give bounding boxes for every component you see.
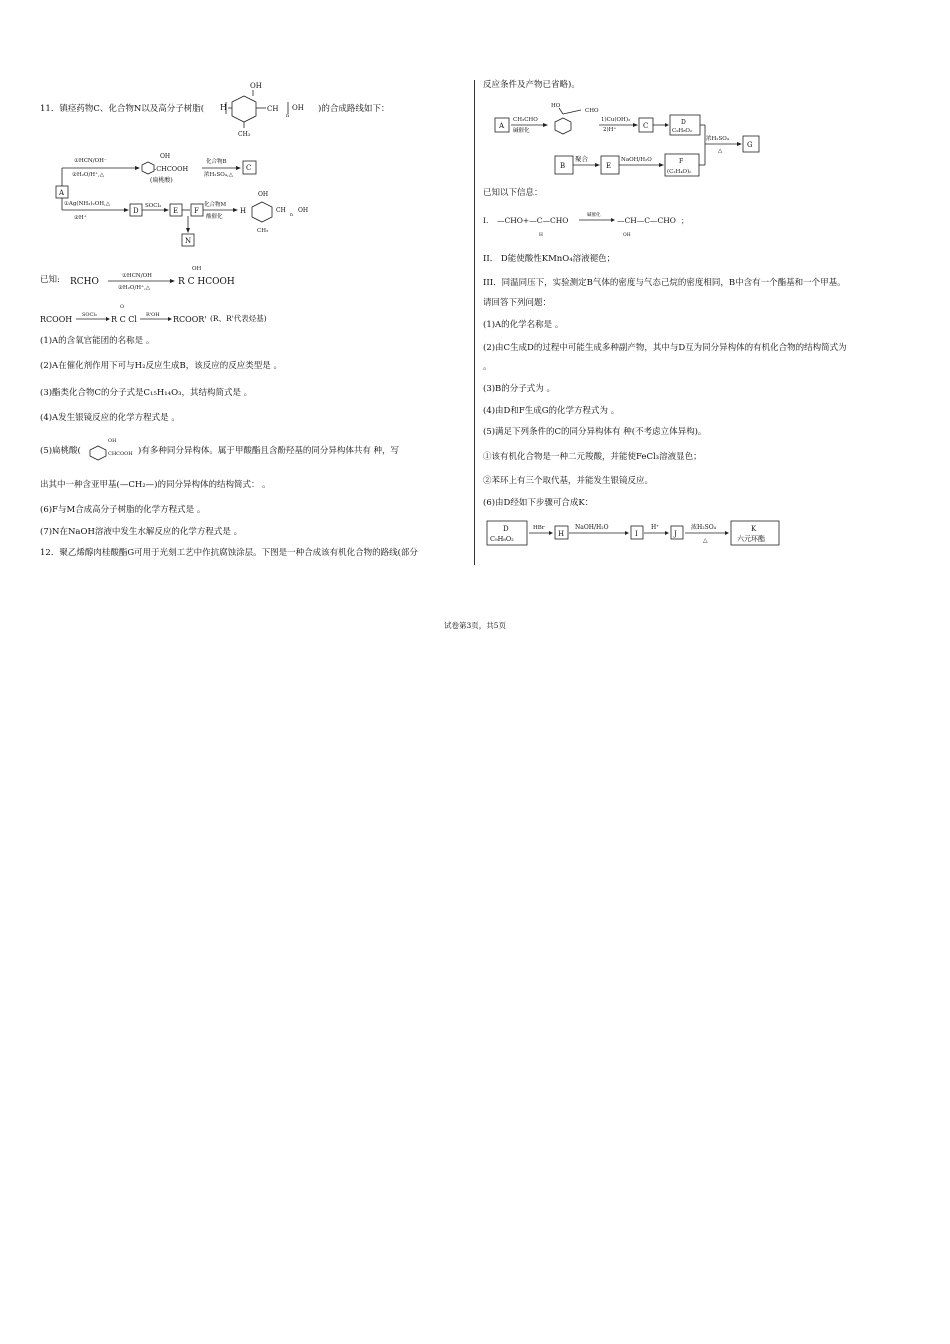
svg-text:H: H [220,103,227,112]
q12-question-2-blank: 。 [483,362,492,372]
svg-text:NaOH/H₂O: NaOH/H₂O [621,157,652,163]
svg-text:化合物M: 化合物M [204,202,227,208]
svg-text:酸催化: 酸催化 [206,214,223,220]
q12-question-6: (6)由D经如下步骤可合成K： [483,498,594,508]
svg-text:；: ； [681,216,689,225]
q11-question-1: (1)A的含氧官能团的名称是 。 [40,336,155,346]
svg-text:R'OH: R'OH [146,312,160,318]
q11-intro-end: )的合成路线如下： [318,104,390,114]
q11-intro: 11．镇痉药物C、化合物N以及高分子树脂( [40,104,205,114]
q12-known-intro: 已知以下信息： [483,188,543,198]
q11-question-7: (7)N在NaOH溶液中发生水解反应的化学方程式是 。 [40,527,243,537]
svg-text:RCOOR': RCOOR' [173,315,207,324]
q11-question-6: (6)F与M合成高分子树脂的化学方程式是 。 [40,505,206,515]
q12-question-5: (5)满足下列条件的C的同分异构体有 种(不考虑立体异构)。 [483,427,707,437]
known-reaction-2 [40,300,340,326]
q12-question-1: (1)A的化学名称是 。 [483,320,564,330]
svg-text:碱催化: 碱催化 [513,128,530,134]
q11-question-5-end: 出其中一种含亚甲基(—CH₂—)的同分异构体的结构简式： 。 [40,480,271,490]
q12-condition-2: ②苯环上有三个取代基，并能发生银镜反应。 [483,476,654,486]
svg-text:1)Cu(OH)₂: 1)Cu(OH)₂ [601,117,631,123]
svg-text:-CHCOOH: -CHCOOH [154,165,189,173]
svg-text:RCOOH: RCOOH [40,315,73,324]
svg-text:化合物B: 化合物B [206,159,227,165]
svg-text:(扁桃酸): (扁桃酸) [150,177,173,184]
q12-question-3: (3)B的分子式为 。 [483,384,555,394]
svg-text:E: E [606,162,612,170]
question-12 [483,70,913,570]
svg-text:CH₃CHO: CH₃CHO [513,117,538,123]
svg-text:②H₂O/H⁺,△: ②H₂O/H⁺,△ [72,172,104,178]
question-11 [40,70,468,570]
q12-intro-right: 反应条件及产物已省略)。 [483,80,580,90]
q11-scheme [50,150,350,260]
svg-text:I: I [635,530,638,538]
svg-text:CH₃: CH₃ [238,131,251,138]
svg-text:R C HCOOH: R C HCOOH [178,277,235,287]
svg-text:碱催化: 碱催化 [587,213,601,218]
svg-text:—CH—C—CHO: —CH—C—CHO [617,216,676,225]
svg-text:②H⁺: ②H⁺ [74,215,87,221]
q11-question-2: (2)A在催化剂作用下可与H₂反应生成B，该反应的反应类型是 。 [40,361,282,371]
svg-text:C₉H₈O₂: C₉H₈O₂ [672,128,693,134]
svg-text:A: A [59,189,65,197]
svg-text:①HCN/OH⁻: ①HCN/OH⁻ [74,158,107,164]
svg-text:OH: OH [160,153,171,160]
q12-scheme [493,98,793,184]
svg-text:K: K [751,525,757,533]
svg-text:O: O [120,304,125,310]
svg-text:浓H₂SO₄: 浓H₂SO₄ [691,524,717,531]
svg-text:H⁺: H⁺ [651,524,660,531]
known-reaction-1 [70,262,290,298]
q11-question-3: (3)酯类化合物C的分子式是C₁₅H₁₄O₃，其结构简式是 。 [40,388,253,398]
svg-text:CHO: CHO [585,108,599,114]
svg-text:②H₂O/H⁺,△: ②H₂O/H⁺,△ [118,285,150,291]
svg-text:R C Cl: R C Cl [111,315,137,324]
svg-text:RCHO: RCHO [70,277,99,287]
q12-question-4: (4)由D和F生成G的化学方程式为 。 [483,406,620,416]
svg-text:SOCl₂: SOCl₂ [82,312,97,318]
q12-final-scheme [487,518,787,548]
q12-info-2: II． D能使酸性KMnO₄溶液褪色； [483,254,616,264]
svg-text:H: H [558,530,565,538]
svg-text:F: F [194,207,199,215]
q12-question-2: (2)由C生成D的过程中可能生成多种副产物，其中与D互为同分异构体的有机化合物的结构简式为 [483,343,847,353]
page-footer: 试卷第3页，共5页 [443,621,507,630]
svg-text:聚合: 聚合 [575,155,588,163]
svg-text:G: G [747,141,753,149]
svg-text:浓H₂SO₄,△: 浓H₂SO₄,△ [204,172,233,178]
svg-text:C: C [246,164,252,172]
svg-text:(C₂H₄O)ₙ: (C₂H₄O)ₙ [667,169,692,175]
svg-text:OH: OH [192,266,202,272]
svg-text:—CHO+—C—CHO: —CHO+—C—CHO [497,216,569,225]
svg-text:NaOH/H₂O: NaOH/H₂O [575,524,609,531]
svg-text:SOCl₂: SOCl₂ [145,203,162,209]
svg-text:△: △ [718,148,723,154]
svg-text:D: D [133,207,139,215]
svg-text:E: E [173,207,179,215]
svg-text:HBr: HBr [533,525,545,531]
svg-text:D: D [503,525,509,533]
svg-text:六元环酯: 六元环酯 [737,535,765,543]
box-j [671,526,683,539]
svg-text:J: J [674,530,677,538]
svg-text:F: F [679,158,684,165]
q12-info-1 [483,210,743,240]
svg-text:D: D [681,119,686,126]
svg-text:B: B [560,162,566,170]
q11-question-5-mid: )有多种同分异构体。属于甲酸酯且含酚羟基的同分异构体共有 种，写 [138,446,400,456]
svg-text:浓H₂SO₄: 浓H₂SO₄ [706,136,729,142]
svg-text:C₉H₈O₂: C₉H₈O₂ [490,535,514,543]
q11-question-5-start: (5)扁桃酸( [40,446,81,456]
svg-text:OH: OH [108,438,117,444]
svg-text:△: △ [703,537,708,544]
q11-known-label: 已知: [40,275,60,285]
svg-text:HO: HO [551,103,561,109]
svg-text:H: H [539,233,543,238]
q12-info-3: III．同温同压下，实验测定B气体的密度与气态己烷的密度相同，B中含有一个酯基和一个甲基。 [483,278,846,288]
svg-text:OH: OH [258,191,269,198]
column-divider [474,80,475,565]
svg-text:CHCOOH: CHCOOH [108,451,133,457]
q12-ask: 请回答下列问题： [483,298,552,308]
mandelic-acid-structure [86,436,146,460]
q12-condition-1: ①该有机化合物是一种二元羧酸，并能使FeCl₃溶液显色； [483,452,702,462]
svg-text:n: n [290,213,293,218]
svg-text:①Ag(NH₃)₂OH,△: ①Ag(NH₃)₂OH,△ [64,201,111,207]
svg-text:OH: OH [298,207,309,214]
svg-text:OH: OH [250,82,262,90]
svg-text:OH: OH [292,104,304,112]
svg-text:(R、R'代表烃基): (R、R'代表烃基) [210,314,267,323]
svg-text:A: A [499,122,505,130]
svg-text:C: C [643,122,649,130]
svg-text:CH₃: CH₃ [257,228,269,234]
q12-intro-left: 12．聚乙烯醇肉桂酸酯G可用于光刻工艺中作抗腐蚀涂层。下图是一种合成该有机化合物的路线(部分 [40,548,418,558]
svg-text:CH: CH [276,207,286,214]
svg-text:I.: I. [483,216,489,225]
svg-text:OH: OH [623,233,631,238]
resin-structure [220,80,320,140]
svg-text:CH: CH [267,105,279,113]
svg-text:①HCN/OH: ①HCN/OH [122,273,152,279]
svg-text:H: H [240,207,247,215]
svg-text:n: n [286,113,290,119]
svg-text:2)H⁺: 2)H⁺ [603,127,617,133]
q11-question-4: (4)A发生银镜反应的化学方程式是 。 [40,413,180,423]
svg-text:N: N [185,237,192,245]
